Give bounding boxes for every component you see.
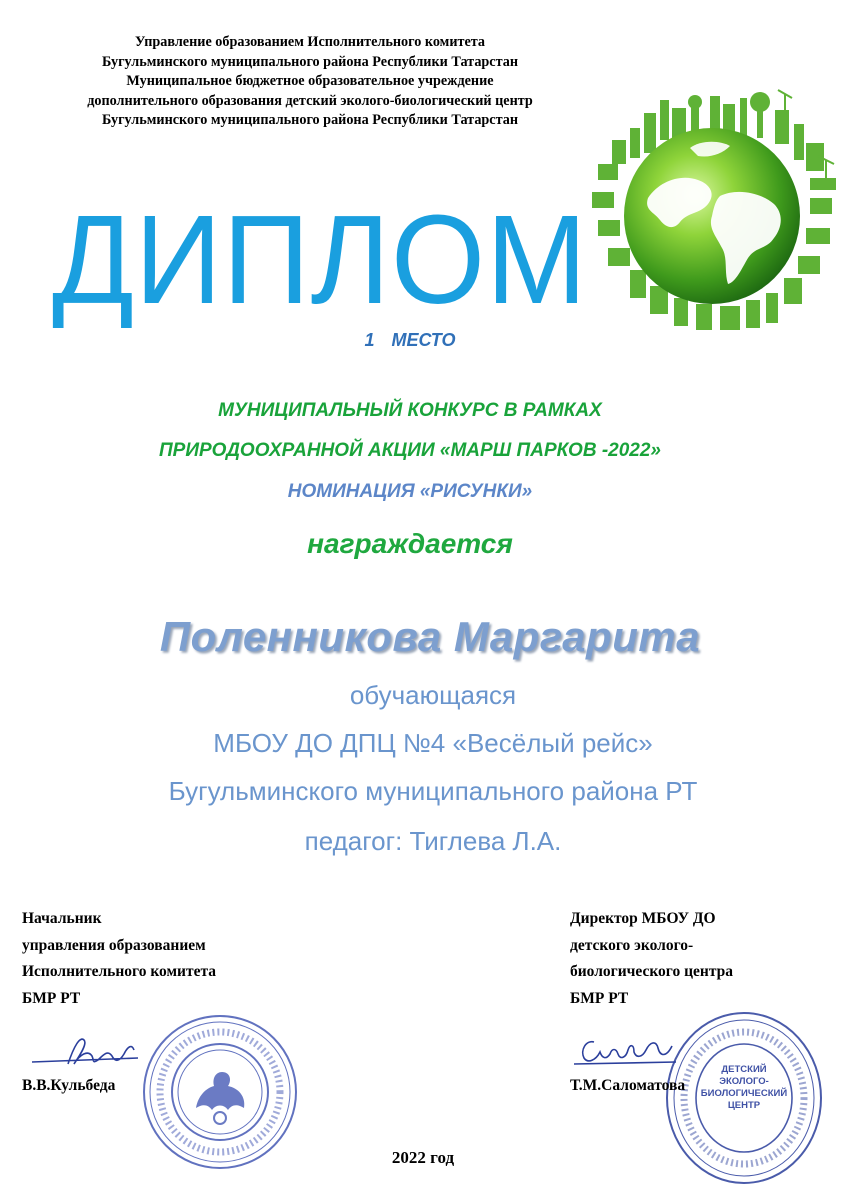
left-signatory-title xyxy=(22,906,216,1012)
place-number: 1 xyxy=(364,330,375,350)
diploma-title: ДИПЛОМ xyxy=(52,189,588,330)
signatory-line: Директор МБОУ ДО xyxy=(570,910,716,927)
teacher-label: педагог: Тиглева Л.А. xyxy=(304,826,562,856)
header-line: Бугульминского муниципального района Республики Татарстан xyxy=(101,53,519,70)
right-signatory-name: Т.М.Саломатова xyxy=(570,1077,686,1094)
stamp-line: ЦЕНТР xyxy=(727,1100,761,1111)
header-line: Бугульминского муниципального района Республики Татарстан xyxy=(101,112,519,129)
signatory-line: Начальник xyxy=(22,910,102,927)
issuer-header xyxy=(30,33,590,131)
stamp-line: БИОЛОГИЧЕСКИЙ xyxy=(700,1088,788,1099)
signatory-line: Исполнительного комитета xyxy=(22,963,217,980)
left-signature xyxy=(28,1030,158,1074)
recipient-name: Поленникова Маргарита xyxy=(159,613,701,660)
signatory-line: биологического центра xyxy=(570,963,733,980)
awarded-label: награждается xyxy=(307,528,513,559)
eco-globe-icon xyxy=(570,88,840,333)
nomination-label: НОМИНАЦИЯ «РИСУНКИ» xyxy=(287,481,533,502)
place-label xyxy=(0,330,820,351)
right-signatory-title xyxy=(570,906,733,1012)
stamp-center-text xyxy=(694,1064,794,1112)
header-line: Управление образованием Исполнительного комитета xyxy=(134,34,486,50)
recipient-district: Бугульминского муниципального района РТ xyxy=(168,776,698,806)
recipient-school: МБОУ ДО ДПЦ №4 «Весёлый рейс» xyxy=(213,728,653,758)
recipient-status: обучающаяся xyxy=(349,680,517,710)
stamp-line: ДЕТСКИЙ xyxy=(721,1064,767,1075)
place-word: МЕСТО xyxy=(391,330,456,350)
stamp-line: ЭКОЛОГО- xyxy=(719,1076,769,1087)
left-signatory-name: В.В.Кульбеда xyxy=(22,1077,116,1094)
signatory-line: управления образованием xyxy=(22,936,206,954)
header-line: дополнительного образования детский эколого-биологический центр xyxy=(87,92,533,109)
year-label: 2022 год xyxy=(391,1148,455,1167)
right-signature xyxy=(572,1028,692,1074)
header-line: Муниципальное бюджетное образовательное учреждение xyxy=(126,73,494,90)
signatory-line: детского эколого- xyxy=(570,936,694,954)
contest-line-2: ПРИРОДООХРАННОЙ АКЦИИ «МАРШ ПАРКОВ -2022» xyxy=(158,440,661,461)
contest-line-1: МУНИЦИПАЛЬНЫЙ КОНКУРС В РАМКАХ xyxy=(218,400,602,421)
signatory-line: БМР РТ xyxy=(22,989,81,1007)
signatory-line: БМР РТ xyxy=(570,989,629,1007)
